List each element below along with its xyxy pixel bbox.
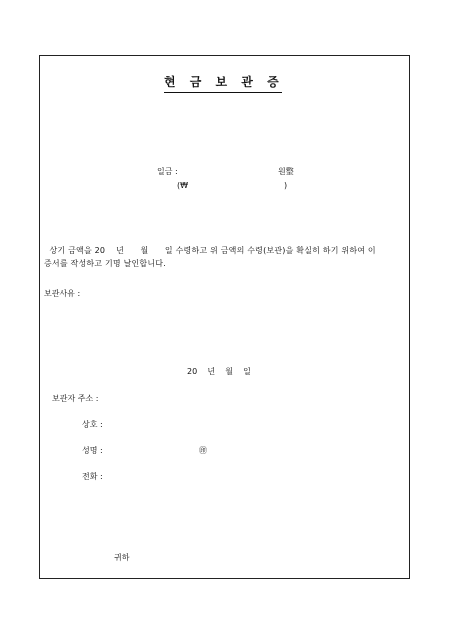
name-label: 성명 : [82, 446, 103, 455]
body-line-1: 상기 금액을 20 년 월 일 수령하고 위 금액의 수령(보관)을 확실히 하기 위하여 이 [44, 246, 376, 255]
recipient-suffix: 귀하 [114, 553, 130, 562]
seal-mark: ㊞ [199, 446, 207, 455]
reason-label: 보관사유 : [44, 289, 81, 298]
amount-label: 일금 : [157, 167, 178, 176]
date-line: 20 년 월 일 [187, 367, 251, 376]
body-paragraph [44, 244, 408, 270]
business-label: 상호 : [82, 420, 103, 429]
document-title: 현 금 보 관 증 [164, 73, 282, 93]
amount-numeral-open: (₩ [177, 181, 189, 190]
address-label: 보관자 주소 : [52, 394, 99, 403]
phone-label: 전화 : [82, 472, 103, 481]
document-border [39, 55, 410, 579]
body-line-2: 증서를 작성하고 기명 날인합니다. [44, 259, 166, 268]
amount-numeral-close: ) [284, 181, 288, 190]
amount-unit: 원整 [278, 167, 294, 176]
